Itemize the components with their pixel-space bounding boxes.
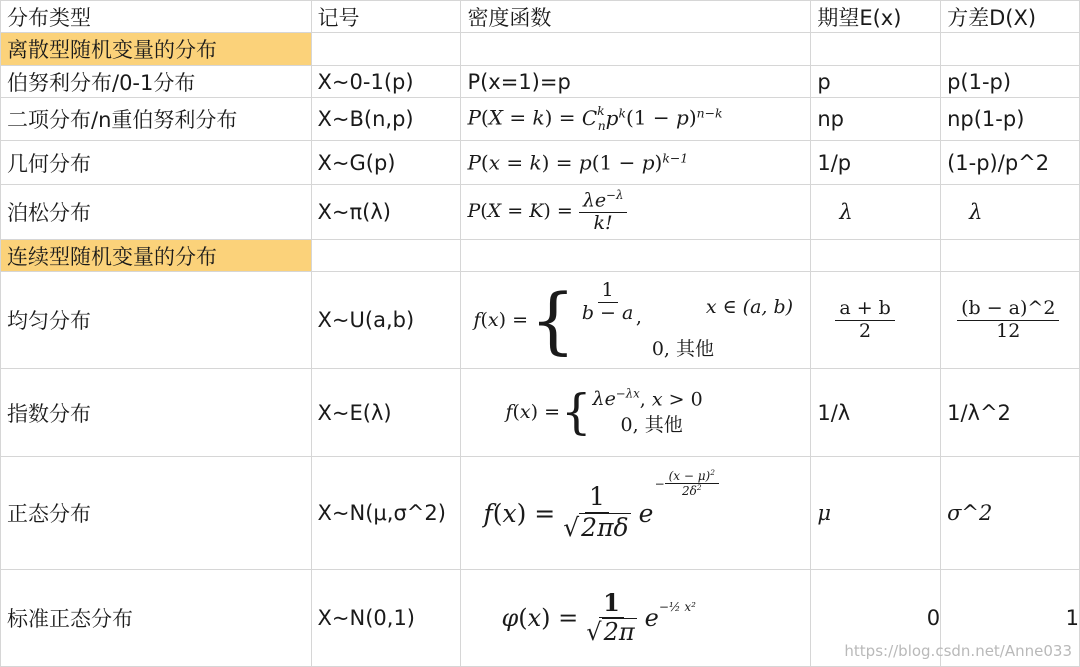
- bernoulli-density[interactable]: P(x=1)=p: [461, 66, 811, 98]
- binomial-formula: P: [467, 105, 481, 130]
- uniform-otherwise: 0, 其他: [651, 338, 714, 360]
- uniform-name[interactable]: 均匀分布: [1, 272, 312, 369]
- exponential-otherwise: 0, 其他: [620, 413, 683, 436]
- geometric-notation[interactable]: X~G(p): [311, 141, 461, 185]
- uniform-notation[interactable]: X~U(a,b): [311, 272, 461, 369]
- uniform-formula: f ( x ) = { $\frac{1}{b - a}$ , x ∈ (a, b) 0, 其他: [473, 278, 794, 362]
- binomial-notation[interactable]: X~B(n,p): [311, 98, 461, 141]
- std-normal-notation[interactable]: X~N(0,1): [311, 570, 461, 667]
- poisson-notation[interactable]: X~π(λ): [311, 185, 461, 240]
- uniform-variance[interactable]: [941, 272, 1080, 369]
- poisson-formula: P(X = K) = $\frac{\lambda e^{-\lambda}}{k!}$: [467, 200, 627, 222]
- empty-cell[interactable]: [461, 33, 811, 66]
- geometric-formula: $P(x = k) = p(1 - p)^{k-1}$: [467, 150, 689, 175]
- uniform-expectation[interactable]: $\frac{a + b}{2}$: [811, 272, 941, 369]
- exponential-formula: f ( x ) = { $\lambda e^{-\lambda x}$, x > 0 0, 其他: [505, 384, 703, 441]
- std-normal-variance[interactable]: 1: [941, 570, 1080, 667]
- geometric-density[interactable]: [461, 141, 811, 185]
- empty-cell[interactable]: [461, 240, 811, 272]
- binomial-name[interactable]: 二项分布/n重伯努利分布: [1, 98, 312, 141]
- uniform-variance-numerator: (b − a)^2: [957, 298, 1059, 321]
- header-type[interactable]: 分布类型: [1, 1, 312, 33]
- geometric-expectation[interactable]: 1/p: [811, 141, 941, 185]
- std-normal-name[interactable]: 标准正态分布: [1, 570, 312, 667]
- uniform-density[interactable]: [461, 272, 811, 369]
- row-geometric: [1, 141, 1080, 185]
- poisson-name[interactable]: 泊松分布: [1, 185, 312, 240]
- row-bernoulli: [1, 66, 1080, 98]
- watermark: https://blog.csdn.net/Anne033: [844, 642, 1072, 660]
- bernoulli-name[interactable]: 伯努利分布/0-1分布: [1, 66, 312, 98]
- normal-expectation: μ: [817, 501, 831, 525]
- empty-cell[interactable]: [941, 240, 1080, 272]
- row-exponential: [1, 369, 1080, 457]
- bernoulli-variance[interactable]: p(1-p): [941, 66, 1080, 98]
- section-continuous[interactable]: 连续型随机变量的分布: [1, 240, 312, 272]
- exponential-notation[interactable]: X~E(λ): [311, 369, 461, 457]
- bernoulli-notation[interactable]: X~0-1(p): [311, 66, 461, 98]
- empty-cell[interactable]: [311, 240, 461, 272]
- normal-notation[interactable]: X~N(μ,σ^2): [311, 457, 461, 570]
- bernoulli-expectation[interactable]: p: [811, 66, 941, 98]
- exponential-expectation[interactable]: 1/λ: [811, 369, 941, 457]
- exponential-name[interactable]: 指数分布: [1, 369, 312, 457]
- section-discrete[interactable]: 离散型随机变量的分布: [1, 33, 312, 66]
- exponential-variance[interactable]: 1/λ^2: [941, 369, 1080, 457]
- row-normal: [1, 457, 1080, 570]
- header-density[interactable]: 密度函数: [461, 1, 811, 33]
- geometric-variance[interactable]: (1-p)/p^2: [941, 141, 1080, 185]
- header-row: [1, 1, 1080, 33]
- empty-cell[interactable]: [811, 240, 941, 272]
- exponential-density[interactable]: [461, 369, 811, 457]
- row-binomial: [1, 98, 1080, 141]
- empty-cell[interactable]: [941, 33, 1080, 66]
- std-normal-expectation[interactable]: 0: [811, 570, 941, 667]
- header-variance[interactable]: 方差D(X): [941, 1, 1080, 33]
- poisson-density[interactable]: [461, 185, 811, 240]
- std-normal-formula: φ ( x ) = 1 √ 2π $e^{-\frac{1}{2} x^2}$: [501, 588, 696, 646]
- geometric-name[interactable]: 几何分布: [1, 141, 312, 185]
- normal-density[interactable]: [461, 457, 811, 570]
- row-poisson: [1, 185, 1080, 240]
- binomial-expectation[interactable]: np: [811, 98, 941, 141]
- section-row-discrete: [1, 33, 1080, 66]
- header-expectation[interactable]: 期望E(x): [811, 1, 941, 33]
- poisson-expectation: λ: [839, 200, 853, 224]
- normal-formula: f ( x ) = 1 √ 2πδ e − $\frac{(x - \mu)^2}{2\delta^2}$: [483, 483, 653, 543]
- empty-cell[interactable]: [311, 33, 461, 66]
- binomial-variance[interactable]: np(1-p): [941, 98, 1080, 141]
- poisson-variance: λ: [969, 200, 983, 224]
- empty-cell[interactable]: [811, 33, 941, 66]
- binomial-density[interactable]: $P(X = k) = C^k_np^k(1 - p)^{n-k}$: [461, 98, 811, 141]
- std-normal-density[interactable]: [461, 570, 811, 667]
- normal-variance: σ^2: [947, 501, 993, 525]
- uniform-variance-denominator: 12: [996, 319, 1021, 342]
- header-notation[interactable]: 记号: [311, 1, 461, 33]
- row-uniform: [1, 272, 1080, 369]
- normal-name[interactable]: 正态分布: [1, 457, 312, 570]
- section-row-continuous: [1, 240, 1080, 272]
